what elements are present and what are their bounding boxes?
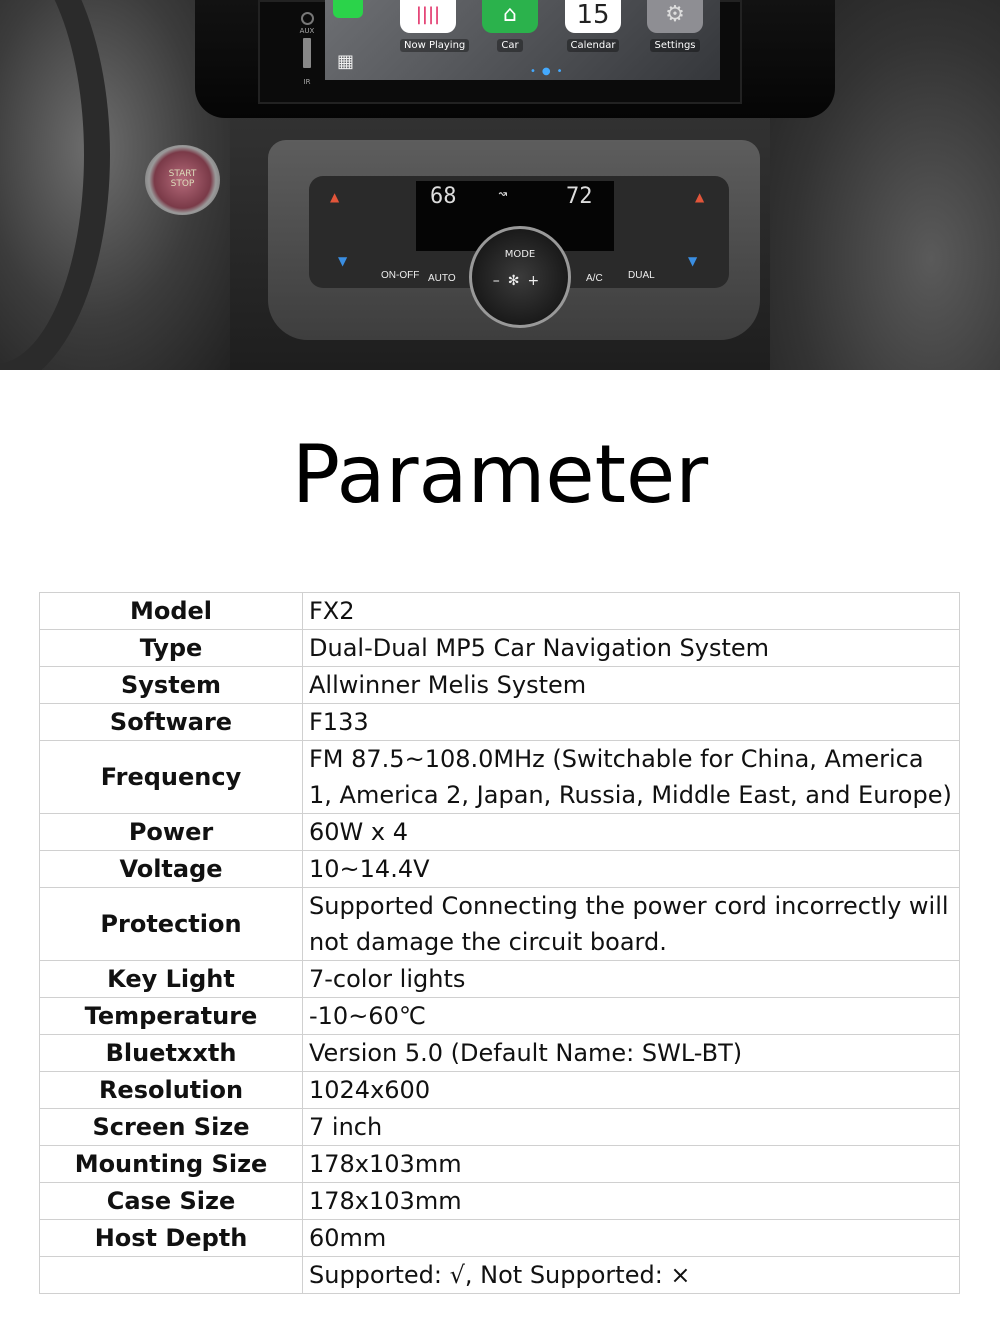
carplay-screen[interactable]: [325, 0, 720, 80]
spec-key: Host Depth: [40, 1220, 303, 1257]
spec-row: [40, 998, 960, 1035]
spec-row: [40, 593, 960, 630]
app-car[interactable]: [482, 0, 538, 52]
spec-value: FM 87.5~108.0MHz (Switchable for China, America 1, America 2, Japan, Russia, Middle East, and Europe): [303, 741, 960, 814]
spec-key: Type: [40, 630, 303, 667]
spec-row: [40, 1146, 960, 1183]
aux-port-icon: [301, 12, 314, 25]
spec-key: Bluetxxth: [40, 1035, 303, 1072]
climate-knob: [469, 226, 571, 328]
spec-row: [40, 851, 960, 888]
on-off-label: ON-OFF: [381, 270, 420, 281]
dual-label: DUAL: [628, 270, 655, 281]
spec-key: Resolution: [40, 1072, 303, 1109]
aux-label: AUX: [299, 27, 315, 35]
spec-value: 60W x 4: [303, 814, 960, 851]
page-title: Parameter: [291, 428, 709, 521]
spec-key: Mounting Size: [40, 1146, 303, 1183]
ir-label: IR: [303, 78, 311, 86]
spec-row: [40, 741, 960, 814]
spec-value: Supported: √, Not Supported: ×: [303, 1257, 960, 1294]
spec-value: 1024x600: [303, 1072, 960, 1109]
spec-row: [40, 1220, 960, 1257]
temp-up-right-icon: ▲: [695, 190, 705, 204]
spec-key: Voltage: [40, 851, 303, 888]
music-bars-icon: ||||: [400, 0, 456, 33]
ac-label: A/C: [586, 273, 603, 284]
spec-row: [40, 704, 960, 741]
spec-value: 7 inch: [303, 1109, 960, 1146]
spec-key: [40, 1257, 303, 1294]
spec-value: Version 5.0 (Default Name: SWL-BT): [303, 1035, 960, 1072]
app-label: Now Playing: [400, 39, 469, 52]
spec-value: -10~60℃: [303, 998, 960, 1035]
spec-row: [40, 961, 960, 998]
spec-value: F133: [303, 704, 960, 741]
app-label: Car: [497, 39, 522, 52]
spec-key: Software: [40, 704, 303, 741]
app-label: Settings: [650, 39, 699, 52]
spec-key: Key Light: [40, 961, 303, 998]
spec-key: Protection: [40, 888, 303, 961]
calendar-icon: [565, 0, 621, 33]
spec-row: [40, 1072, 960, 1109]
hero-photo: [0, 0, 1000, 370]
spec-value: 60mm: [303, 1220, 960, 1257]
airflow-icon: ↝: [498, 184, 508, 203]
spec-key: Temperature: [40, 998, 303, 1035]
spec-row: [40, 667, 960, 704]
aux-port-column: [292, 0, 322, 92]
spec-key: Model: [40, 593, 303, 630]
temp-down-right-icon: ▼: [688, 254, 698, 268]
app-label: Calendar: [567, 39, 620, 52]
app-now-playing[interactable]: [400, 0, 466, 52]
phone-icon: [333, 0, 363, 18]
page-indicator-dots: •●•: [530, 66, 569, 77]
spec-row: [40, 1035, 960, 1072]
spec-value: 178x103mm: [303, 1183, 960, 1220]
parameter-table: [39, 592, 960, 1294]
mode-label: MODE: [504, 249, 536, 260]
usb-port-icon: [303, 38, 311, 68]
spec-value: Dual-Dual MP5 Car Navigation System: [303, 630, 960, 667]
spec-value: Supported Connecting the power cord incorrectly will not damage the circuit board.: [303, 888, 960, 961]
spec-key: Case Size: [40, 1183, 303, 1220]
home-icon: ⌂: [482, 0, 538, 33]
parameter-table-body: [40, 593, 960, 1294]
temp-up-left-icon: ▲: [330, 190, 340, 204]
spec-key: Screen Size: [40, 1109, 303, 1146]
app-calendar[interactable]: [565, 0, 621, 52]
spec-row: [40, 814, 960, 851]
gear-icon: ⚙: [647, 0, 703, 33]
start-stop-button: START STOP: [145, 145, 220, 215]
spec-row: [40, 1109, 960, 1146]
spec-key: System: [40, 667, 303, 704]
spec-value: 178x103mm: [303, 1146, 960, 1183]
spec-value: 7-color lights: [303, 961, 960, 998]
spec-key: Power: [40, 814, 303, 851]
calendar-day: 15: [576, 0, 610, 30]
grid-menu-icon[interactable]: ▦: [337, 51, 355, 72]
left-temperature: 68: [430, 184, 457, 209]
spec-row: [40, 888, 960, 961]
spec-row: [40, 1257, 960, 1294]
phone-app[interactable]: [333, 0, 363, 18]
right-temperature: 72: [566, 184, 593, 209]
spec-key: Frequency: [40, 741, 303, 814]
spec-value: Allwinner Melis System: [303, 667, 960, 704]
spec-value: 10~14.4V: [303, 851, 960, 888]
spec-value: FX2: [303, 593, 960, 630]
temp-down-left-icon: ▼: [338, 254, 348, 268]
spec-row: [40, 630, 960, 667]
fan-speed-controls: –✻+: [492, 273, 548, 289]
spec-row: [40, 1183, 960, 1220]
app-settings[interactable]: [647, 0, 703, 52]
auto-label: AUTO: [428, 273, 456, 284]
